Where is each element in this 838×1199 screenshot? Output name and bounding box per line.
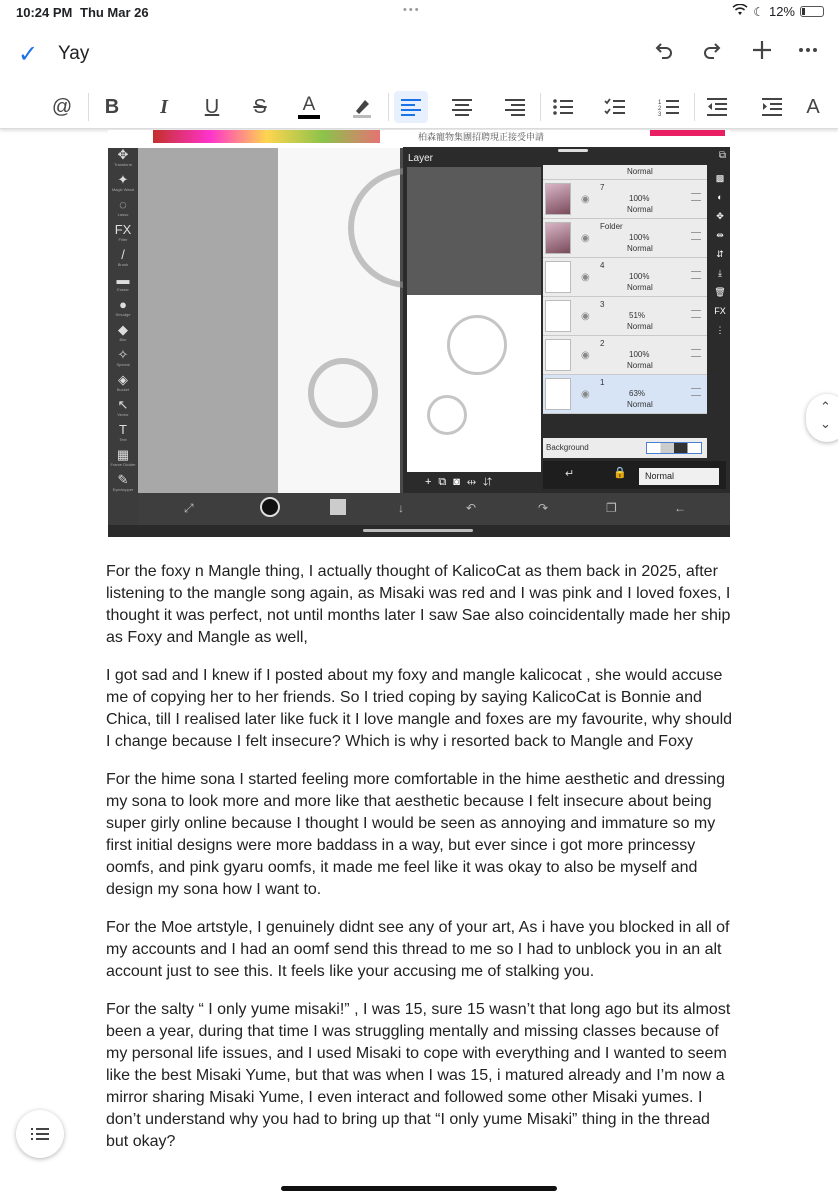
tool-7[interactable] [108,323,138,348]
tool-4[interactable] [108,248,138,273]
tool-label: Special [116,362,130,367]
drawing-canvas [278,148,400,493]
eye-icon[interactable]: ◉ [581,272,590,283]
tool-panel [108,148,138,537]
outline-button[interactable] [16,1110,64,1158]
image-bottom-strip [108,525,730,537]
wifi-icon [732,4,748,19]
align-left-icon[interactable] [394,91,428,123]
numbered-list-icon[interactable] [652,91,686,123]
layer-row[interactable] [543,258,707,297]
document-body[interactable] [106,561,734,1169]
sketch-stroke [427,395,467,435]
format-toolbar [0,85,838,129]
status-date: Thu Mar 26 [80,5,149,20]
background-row[interactable] [543,438,707,458]
tool-label: Brush [117,262,129,267]
tool-icon: ◆ [118,322,128,337]
canvas-margin [138,148,278,493]
tool-5[interactable] [108,273,138,298]
toolbar-divider [540,93,541,121]
battery-icon [800,6,824,17]
do-not-disturb-icon: ☾ [753,4,764,19]
layer-row[interactable] [543,180,707,219]
layer-thumbnail [545,339,571,371]
tool-icon: T [119,422,127,437]
tool-label: Lasso [117,212,129,217]
drag-handle-icon[interactable] [691,193,701,201]
ad-text: 柏森寵物集團招聘現正接受申請 [418,132,545,142]
undo-icon[interactable] [652,38,676,69]
underline-button[interactable]: U [204,95,220,118]
sketch-stroke [308,358,378,428]
layer-list [543,165,707,414]
toolbar-divider [694,93,695,121]
tool-11[interactable] [108,423,138,448]
toolbar-divider [88,93,89,121]
tool-icon: ✎ [117,472,129,487]
eye-icon[interactable]: ◉ [581,233,590,244]
layer-blend-mode: Normal [627,167,653,176]
layer-name: 2 [600,339,605,348]
layer-blend-mode: Normal [627,244,653,253]
ad-button [650,130,725,136]
preview-canvas [407,295,541,472]
tool-label: Frame Divider [110,462,136,467]
drag-handle-icon[interactable] [691,388,701,396]
lock-icon[interactable]: 🔒 [613,467,627,479]
tool-label: Filter [118,237,128,242]
background-label: Background [546,443,589,452]
decrease-indent-icon[interactable] [700,91,734,123]
tool-label: Bucket [116,387,130,392]
list-icon [31,1127,49,1141]
layer-thumbnail [545,183,571,215]
paragraph[interactable]: For the Moe artstyle, I genuinely didnt see any of your art, As i have you blocked in all of my accounts and I had an oomf send this thread to me so I had to unblock you in an alt account just to see this. It feels like your accusing me of stalking you. [106,919,730,980]
layer-thumbnail [545,378,571,410]
fx-button[interactable]: FX [714,306,726,316]
tool-icon: ◈ [118,372,128,387]
document-title[interactable]: Yay [58,43,90,64]
embedded-image[interactable] [108,130,730,537]
layer-blend-mode: Normal [627,400,653,409]
layer-name: 1 [600,378,605,387]
layer-name: 3 [600,300,605,309]
layers-icon[interactable]: ❐ [606,501,617,515]
tool-2[interactable] [108,198,138,223]
tool-icon: ✥ [117,147,129,162]
text-color-button[interactable] [292,91,326,123]
layer-action-buttons[interactable]: +⧉◙⇹⇵ [425,476,499,488]
tool-icon: ◌ [119,197,127,212]
tool-icon: ● [119,297,127,312]
layer-thumbnail [545,261,571,293]
ad-image [153,130,380,143]
layer-panel-title: Layer [408,153,434,164]
flip-vertical-icon[interactable]: ⇵ [716,249,724,259]
layer-opacity: 51% [629,311,646,320]
bottom-toolbar [138,493,730,525]
trash-icon[interactable]: 🗑 [714,287,726,297]
tool-10[interactable] [108,398,138,423]
tool-label: Text [119,437,127,442]
drag-handle-icon[interactable] [691,271,701,279]
flip-horizontal-icon[interactable]: ⇹ [716,230,724,240]
toolbar-divider [388,93,389,121]
italic-button[interactable]: I [160,95,168,118]
tool-icon: ✧ [117,347,129,362]
sketch-stroke [447,315,507,375]
layer-row[interactable] [543,297,707,336]
svg-text:2: 2 [658,106,662,112]
drag-handle-icon[interactable] [691,349,701,357]
status-time: 10:24 PM [16,5,73,20]
multitasking-dots-icon[interactable]: ••• [403,4,421,16]
status-indicators [732,4,824,19]
layer-opacity: 100% [629,194,650,203]
text-color-letter: A [302,94,316,115]
tool-0[interactable] [108,148,138,173]
drag-handle-icon[interactable] [691,310,701,318]
clipping-icon[interactable]: ↵ [565,468,575,480]
paragraph[interactable]: For the foxy n Mangle thing, I actually thought of KalicoCat as them back in 2025, after listening to the mangle song again, as Misaki was red and I was pink and I loved foxes, I thought it was perfect, not until months later I saw Sae also coincidentally made her ship as Foxy and Mangle as well, [106,563,731,646]
move-icon[interactable]: ✥ [716,211,724,221]
chevron-down-icon[interactable]: ⌄ [820,416,831,431]
tool-icon: ↖ [117,397,129,412]
checkmark-icon[interactable]: ✓ [18,41,39,68]
layer-opacity: 63% [629,389,646,398]
back-icon[interactable]: ← [674,501,686,515]
more-icon[interactable] [796,38,820,69]
merge-down-icon[interactable]: ⤓ [718,268,722,278]
layer-row[interactable] [543,219,707,258]
layer-row-partial[interactable] [543,165,707,180]
layer-name: 7 [600,183,605,192]
panel-expand-icon[interactable]: ⧉ [718,150,726,161]
ad-banner [108,130,730,148]
eye-icon[interactable]: ◉ [581,350,590,361]
eye-icon[interactable]: ◉ [581,311,590,322]
title-bar [0,30,838,80]
down-arrow-icon[interactable]: ↓ [398,501,404,515]
layer-thumbnail [545,222,571,254]
home-indicator [363,529,473,532]
tool-label: Vector [117,412,129,417]
layer-name: 4 [600,261,605,270]
chevron-up-icon[interactable]: ⌃ [820,399,831,414]
tool-12[interactable] [108,448,138,473]
paragraph[interactable]: I got sad and I knew if I posted about my foxy and mangle kalicocat , she would accuse me of copying her to her friends. So I tried coping by saying KalicoCat is Bonnie and Chica, till I realised later like fuck it I love mangle and foxes are my favourite, why should I change because I felt insecure? Which is why i resorted back to Mangle and Foxy [106,667,733,750]
color-swatch-icon[interactable] [330,499,346,515]
layer-row[interactable] [543,375,707,414]
layer-row[interactable] [543,336,707,375]
scroll-arrows-button[interactable] [806,394,838,442]
brush-size-icon[interactable] [260,497,280,517]
align-center-icon[interactable] [445,91,479,123]
layer-opacity: 100% [629,272,650,281]
plus-icon[interactable] [750,38,774,69]
tool-label: Magic Wand [111,187,135,192]
tool-8[interactable] [108,348,138,373]
tool-icon: FX [114,222,132,237]
tool-1[interactable] [108,173,138,198]
tool-icon: ▦ [116,447,130,462]
layer-blend-mode: Normal [627,283,653,292]
blend-mode-bar [543,461,726,489]
eye-icon[interactable]: ◉ [581,194,590,205]
tool-9[interactable] [108,373,138,398]
layer-opacity: 100% [629,233,650,242]
tool-label: Eraser [117,287,129,292]
home-indicator [281,1186,557,1191]
layer-thumbnail [545,300,571,332]
svg-text:1: 1 [658,100,662,106]
layer-panel [403,147,730,493]
text-style-button[interactable]: A [806,95,820,118]
tool-icon: / [121,247,125,262]
strikethrough-button[interactable]: S [253,95,267,118]
redo-icon[interactable]: ↷ [538,501,549,515]
eye-icon[interactable]: ◉ [581,389,590,400]
tool-icon: ✦ [117,172,129,187]
half-circle-icon[interactable]: ◐ [717,192,723,202]
highlight-icon[interactable] [345,91,379,123]
layer-blend-mode: Normal [627,322,653,331]
status-bar [0,0,838,26]
panel-drag-handle[interactable] [558,149,588,152]
paragraph[interactable]: For the salty “ I only yume misaki!” , I was 15, sure 15 wasn’t that long ago but its almost been a year, during that time I was struggling mentally and missing classes because of my personal life issues, and I used Misaki to cope with everything and I wanted to seem like the best Misaki Yume, but that was when I was 15, i matured already and I’m now a mirror sharing Misaki Yume, I even interact and followed some other Misaki yumes. I don’t understand why you had to bring up that “I only yume Misaki” thing in the thread but okay? [106,1001,731,1150]
battery-percent: 12% [768,4,795,19]
tool-3[interactable] [108,223,138,248]
tool-13[interactable] [108,473,138,498]
tool-icon: ▬ [116,272,130,287]
layer-blend-mode: Normal [627,205,653,214]
mention-button[interactable]: @ [51,95,73,118]
undo-icon[interactable]: ↶ [466,501,477,515]
layer-opacity: 100% [629,350,650,359]
svg-text:3: 3 [658,112,662,117]
increase-indent-icon[interactable] [755,91,789,123]
drag-handle-icon[interactable] [691,232,701,240]
tool-label: Transform [113,162,133,167]
bold-button[interactable]: B [104,95,120,118]
more-vertical-icon[interactable]: ⋮ [715,325,725,335]
transform-icon[interactable]: ⤢ [184,501,194,515]
tool-6[interactable] [108,298,138,323]
redo-icon[interactable] [700,38,724,69]
align-right-icon[interactable] [498,91,532,123]
layer-preview [407,167,541,472]
layer-name: Folder [600,222,623,231]
tool-label: Eyedropper [112,487,134,492]
text-color-swatch [298,115,320,119]
tool-label: Blur [119,337,127,342]
layer-side-tools [710,169,730,439]
tool-label: Smudge [115,312,131,317]
bullet-list-icon[interactable] [546,91,580,123]
blend-mode-select[interactable]: Normal [639,468,719,485]
paragraph[interactable]: For the hime sona I started feeling more comfortable in the hime aesthetic and dressing my sona to look more and more like that aesthetic because I felt insecure about being super girly online because I thought I would be seen as annoying and immature so my first initial designs were more baddass in a way, but ever since i got more princessy oomfs, and pink gyaru oomfs, it made me feel like it was okay to also be myself and design my sona how I want to. [106,771,725,898]
layer-blend-mode: Normal [627,361,653,370]
checker-icon[interactable]: ▩ [715,173,725,183]
background-swatches[interactable] [646,442,702,454]
checklist-icon[interactable] [598,91,632,123]
